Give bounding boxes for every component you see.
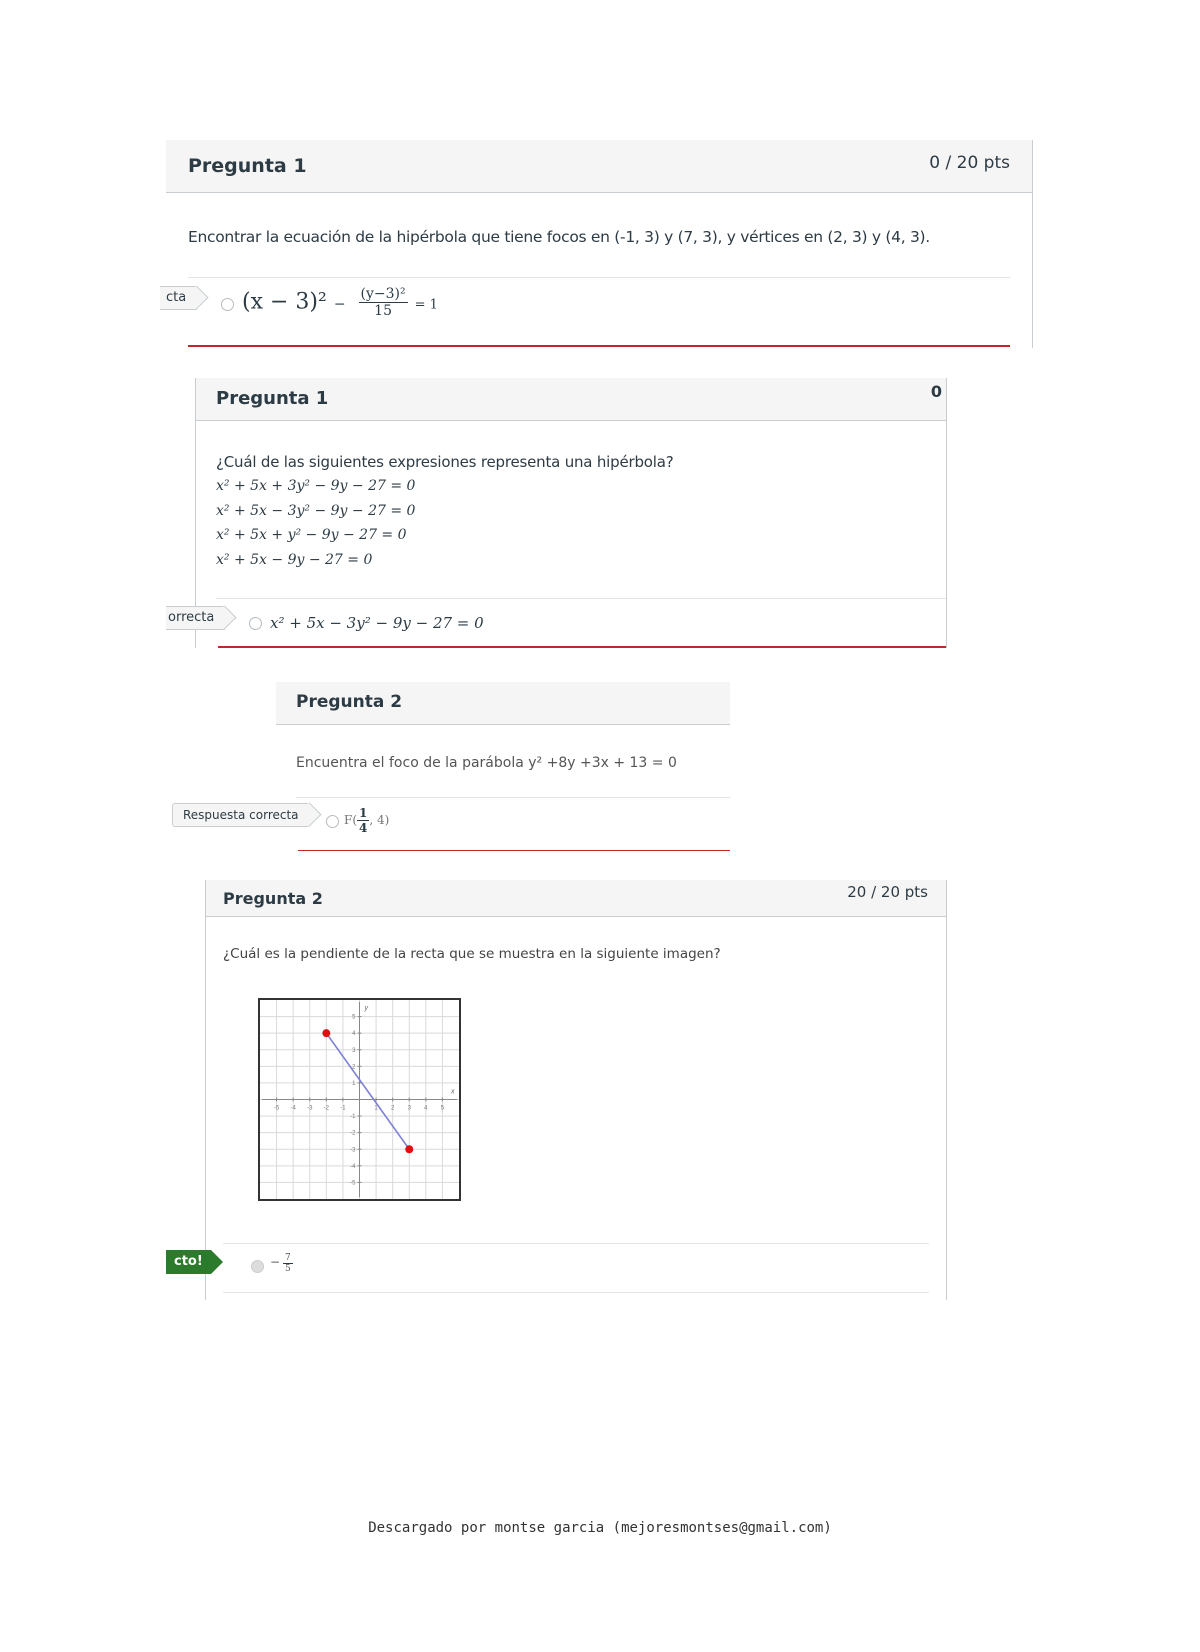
answer-tag-1a: cta — [160, 286, 197, 310]
option-1: x² + 5x + 3y² − 9y − 27 = 0 — [216, 478, 416, 494]
line-endpoint — [322, 1029, 330, 1037]
y-tick-label: -4 — [350, 1163, 356, 1170]
question-title: Pregunta 2 — [296, 692, 403, 712]
question-card-1b — [195, 378, 947, 648]
y-axis-label: y — [364, 1005, 368, 1012]
fraction-denominator: 4 — [359, 821, 368, 835]
question-text: ¿Cuál de las siguientes expresiones representa una hipérbola? — [216, 453, 674, 471]
download-footer: Descargado por montse garcia (mejoresmontses@gmail.com) — [368, 1520, 832, 1536]
question-text: Encuentra el foco de la parábola y² +8y +3x + 13 = 0 — [296, 755, 677, 771]
answer-expression — [242, 286, 438, 319]
question-text: ¿Cuál es la pendiente de la recta que se muestra en la siguiente imagen? — [223, 946, 721, 962]
y-tick-label: 3 — [352, 1047, 356, 1054]
x-tick-label: -1 — [340, 1105, 346, 1112]
answer-expression — [270, 1253, 293, 1274]
incorrect-underline — [188, 345, 1010, 347]
x-tick-label: -2 — [323, 1105, 330, 1112]
question-header — [166, 140, 1032, 193]
incorrect-underline — [298, 850, 730, 851]
answer-tag-1b: orrecta — [166, 606, 225, 630]
answer-radio[interactable] — [251, 1260, 264, 1273]
y-tick-label: 5 — [352, 1014, 356, 1021]
question-text: Encontrar la ecuación de la hipérbola que tiene focos en (-1, 3) y (7, 3), y vértices en (2, 3) y (4, 3). — [188, 228, 930, 246]
question-points: 20 / 20 pts — [847, 883, 928, 901]
incorrect-underline — [218, 646, 946, 648]
y-tick-label: 4 — [352, 1031, 356, 1038]
option-4: x² + 5x − 9y − 27 = 0 — [216, 552, 373, 568]
fraction-numerator: (y−3)² — [360, 286, 406, 302]
y-tick-label: -5 — [350, 1180, 356, 1187]
answer-fraction — [359, 286, 408, 319]
x-tick-label: -4 — [290, 1105, 296, 1112]
question-card-2b — [205, 880, 947, 1300]
question-header — [206, 880, 946, 917]
answer-radio[interactable] — [221, 298, 234, 311]
fraction-numerator: 7 — [284, 1253, 291, 1263]
question-title: Pregunta 1 — [188, 155, 307, 177]
answer-fraction — [283, 1253, 293, 1274]
answer-tag-2b: cto! — [166, 1250, 211, 1274]
x-axis-label: x — [451, 1088, 455, 1096]
y-tick-label: 2 — [352, 1064, 356, 1071]
option-2: x² + 5x − 3y² − 9y − 27 = 0 — [216, 503, 416, 519]
answer-radio[interactable] — [326, 815, 339, 828]
question-title: Pregunta 2 — [223, 889, 323, 908]
y-tick-label: -2 — [350, 1130, 356, 1137]
x-tick-label: 1 — [374, 1105, 378, 1112]
slope-graph — [258, 998, 461, 1201]
line-endpoint — [405, 1145, 413, 1153]
answer-suffix: , 4) — [369, 813, 390, 827]
x-tick-label: 4 — [424, 1105, 428, 1112]
separator — [188, 277, 1010, 278]
x-tick-label: 3 — [407, 1105, 411, 1112]
answer-expression: x² + 5x − 3y² − 9y − 27 = 0 — [270, 614, 484, 632]
separator-bottom — [223, 1292, 929, 1293]
x-tick-label: 5 — [440, 1105, 445, 1112]
answer-expression — [344, 806, 389, 835]
answer-sign: − — [270, 1255, 281, 1269]
x-tick-label: 2 — [390, 1105, 395, 1112]
answer-tag-2a: Respuesta correcta — [172, 803, 310, 827]
separator — [296, 797, 730, 798]
fraction-denominator: 5 — [284, 1264, 291, 1274]
fraction-numerator: 1 — [359, 806, 368, 820]
question-card-2a — [276, 682, 730, 852]
y-tick-label: -1 — [350, 1114, 356, 1121]
question-header — [196, 378, 946, 421]
question-header — [276, 682, 730, 725]
question-points: 0 — [930, 382, 942, 401]
fraction-denominator: 15 — [374, 303, 392, 319]
x-tick-label: -5 — [273, 1105, 280, 1112]
separator — [223, 1243, 929, 1244]
answer-minus: − — [333, 296, 346, 313]
option-3: x² + 5x + y² − 9y − 27 = 0 — [216, 527, 407, 543]
answer-radio[interactable] — [249, 617, 262, 630]
question-title: Pregunta 1 — [216, 388, 329, 409]
x-tick-label: -3 — [307, 1105, 313, 1112]
question-card-1a — [166, 140, 1033, 348]
separator — [216, 598, 946, 599]
answer-rhs: = 1 — [414, 297, 438, 313]
question-points: 0 / 20 pts — [929, 153, 1010, 173]
answer-prefix: F( — [344, 813, 358, 827]
answer-lhs: (x − 3)² — [242, 289, 327, 315]
answer-fraction — [357, 806, 369, 835]
y-tick-label: 1 — [352, 1080, 356, 1087]
y-tick-label: -3 — [350, 1147, 356, 1154]
